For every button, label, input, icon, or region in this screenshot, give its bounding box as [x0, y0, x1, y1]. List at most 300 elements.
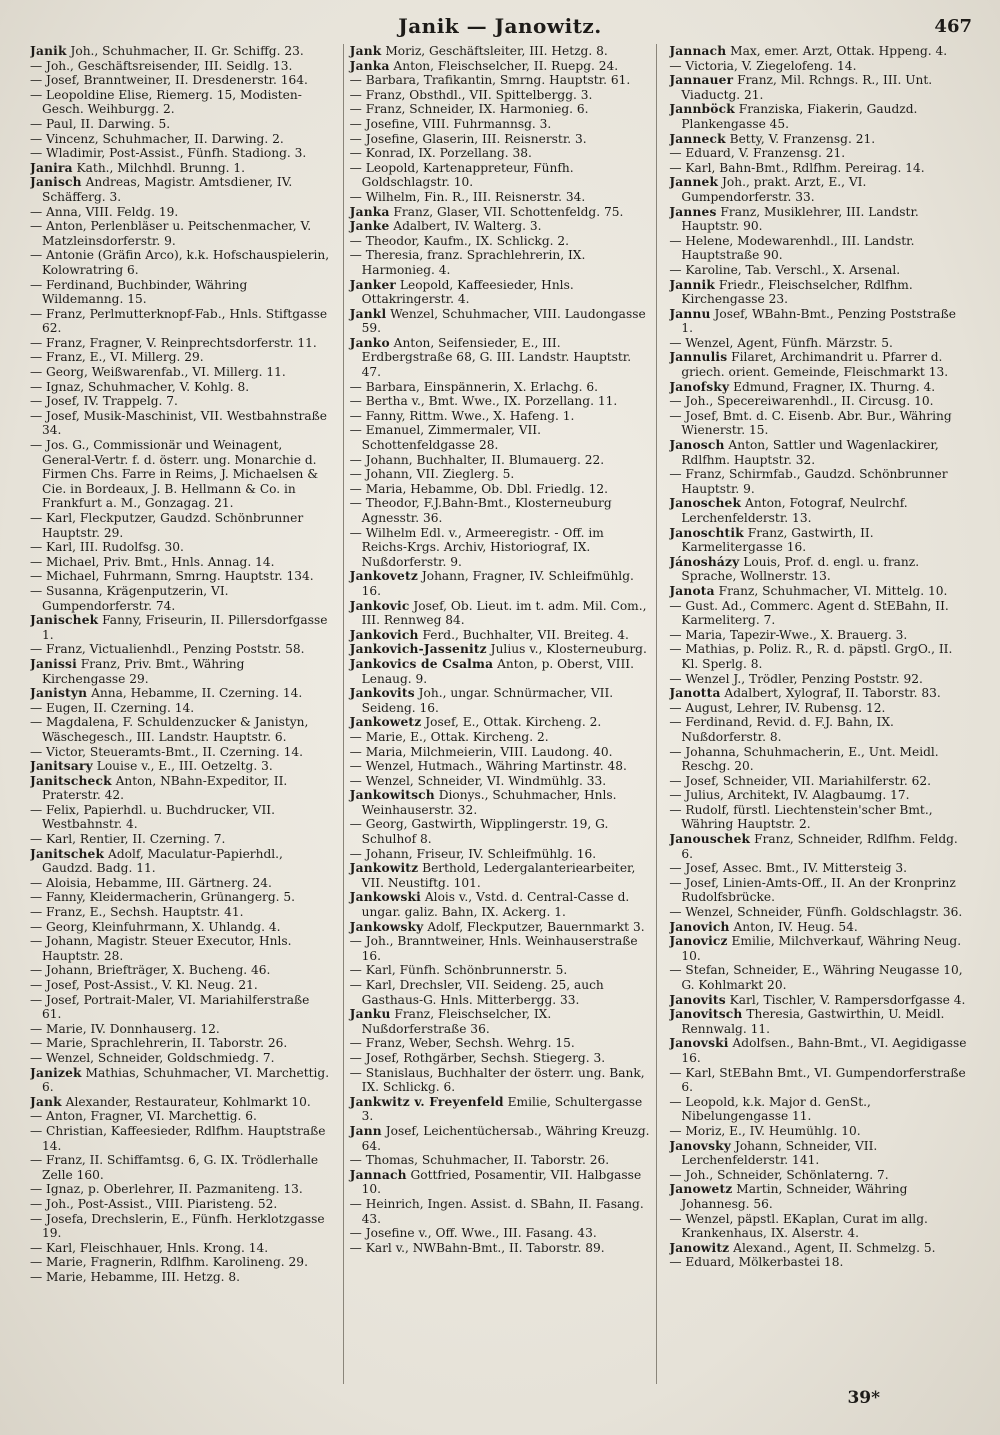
- directory-entry: [669, 876, 970, 905]
- entry-details: — August, Lehrer, IV. Rubensg. 12.: [669, 700, 886, 715]
- entry-details: Josef, E., Ottak. Kircheng. 2.: [421, 715, 602, 730]
- directory-entry: [669, 409, 970, 438]
- entry-details: Ferd., Buchhalter, VII. Breiteg. 4.: [418, 627, 629, 642]
- directory-entry: [350, 774, 651, 789]
- directory-entry: [669, 278, 970, 307]
- entry-details: Friedr., Fleischselcher, Rdlfhm. Kirchengasse 23.: [681, 277, 913, 307]
- directory-entry: [350, 890, 651, 919]
- entry-surname: Jannu: [669, 306, 711, 321]
- entry-details: — Josef, Post-Assist., V. Kl. Neug. 21.: [30, 978, 258, 992]
- entry-surname: Janker: [349, 277, 397, 292]
- entry-details: — Leopoldine Elise, Riemerg. 15, Modisten-Gesch. Weihburgg. 2.: [30, 87, 302, 117]
- directory-entry: [669, 963, 970, 992]
- directory-entry: [669, 1095, 970, 1124]
- directory-entry: [669, 380, 970, 395]
- entry-details: Max, emer. Arzt, Ottak. Hppeng. 4.: [726, 44, 948, 58]
- directory-entry: [350, 453, 651, 468]
- entry-details: — Maria, Hebamme, Ob. Dbl. Friedlg. 12.: [349, 481, 608, 496]
- directory-entry: [30, 715, 331, 744]
- entry-details: Karl, Tischler, V. Rampersdorfgasse 4.: [725, 992, 966, 1007]
- directory-entry: [350, 1095, 651, 1124]
- directory-entry: [669, 934, 970, 963]
- entry-details: Franz, Fleischselcher, IX. Nußdorferstraße 36.: [361, 1007, 552, 1036]
- entry-details: Emilie, Milchverkauf, Währing Neug. 10.: [681, 934, 962, 963]
- entry-details: — Josef, Schneider, VII. Mariahilferstr. 62.: [669, 773, 932, 788]
- entry-surname: Janitsary: [30, 759, 93, 774]
- entry-details: — Joh., Post-Assist., VIII. Piaristeng. 52.: [30, 1196, 278, 1211]
- entry-details: — Fanny, Rittm. Wwe., X. Hafeng. 1.: [349, 408, 575, 423]
- directory-entry: [350, 496, 651, 525]
- directory-entry: [669, 701, 970, 716]
- entry-details: Adalbert, IV. Walterg. 3.: [389, 219, 542, 234]
- entry-surname: Jann: [349, 1123, 382, 1138]
- entry-details: — Bertha v., Bmt. Wwe., IX. Porzellang. 11.: [349, 394, 618, 409]
- directory-entry: [669, 1168, 970, 1183]
- directory-entry: [669, 555, 970, 584]
- directory-entry: [350, 1226, 651, 1241]
- entry-details: — Josef, Branntweiner, II. Dresdenerstr. 164.: [30, 73, 308, 88]
- directory-entry: [350, 526, 651, 570]
- entry-details: — Wenzel, Agent, Fünfh. Märzstr. 5.: [669, 335, 893, 350]
- entry-details: Johann, Schneider, VII. Lerchenfelderstr. 141.: [681, 1138, 878, 1168]
- entry-details: — Karl, Drechsler, VII. Seideng. 25, auch Gasthaus-G. Hnls. Mitterbergg. 33.: [349, 978, 604, 1007]
- entry-surname: Janosch: [669, 438, 725, 453]
- entry-surname: Jannböck: [669, 102, 735, 117]
- directory-entry: [669, 774, 970, 789]
- entry-details: Anton, IV. Heug. 54.: [729, 919, 858, 934]
- entry-details: — Franz, Schirmfab., Gaudzd. Schönbrunner Hauptstr. 9.: [669, 467, 948, 496]
- entry-details: Adolf, Fleckputzer, Bauernmarkt 3.: [423, 919, 645, 934]
- directory-entry: [30, 1036, 331, 1051]
- entry-details: — Franz, Victualienhdl., Penzing Poststr. 58.: [30, 642, 305, 657]
- entry-details: — Josefine, VIII. Fuhrmannsg. 3.: [349, 116, 552, 131]
- directory-entry: [350, 219, 651, 234]
- directory-entry: [30, 59, 331, 74]
- entry-details: — Josef, Assec. Bmt., IV. Mittersteig 3.: [669, 861, 908, 876]
- directory-entry: [350, 599, 651, 628]
- entry-surname: Jannek: [669, 175, 719, 190]
- directory-entry: [350, 628, 651, 643]
- entry-surname: Jankovics de Csalma: [349, 656, 494, 671]
- directory-entry: [669, 803, 970, 832]
- entry-surname: Janisch: [30, 175, 82, 190]
- directory-entry: [669, 102, 970, 131]
- directory-entry: [30, 1241, 331, 1256]
- entry-details: Kath., Milchhdl. Brunng. 1.: [72, 160, 246, 175]
- entry-details: Joh., prakt. Arzt, E., VI. Gumpendorferstr. 33.: [681, 175, 867, 204]
- directory-entry: [30, 1212, 331, 1241]
- entry-details: — Jos. G., Commissionär und Weinagent, General-Vertr. f. d. österr. ung. Monarchie d. Firmen Chs. Farre in Reims, J. Michaelsen & Cie. in Bordeaux, J. B. Hellmann & Co. in Frankfurt a. M., Gonzagag. 21.: [30, 438, 319, 511]
- entry-details: Johann, Fragner, IV. Schleifmühlg. 16.: [361, 569, 634, 598]
- entry-surname: Jannulis: [669, 350, 728, 365]
- entry-details: — Christian, Kaffeesieder, Rdlfhm. Hauptstraße 14.: [30, 1123, 326, 1153]
- directory-entry: [30, 613, 331, 642]
- directory-entry: [669, 686, 970, 701]
- entry-details: Adolfsen., Bahn-Bmt., VI. Aegidigasse 16.: [681, 1036, 967, 1065]
- column-left: [30, 44, 331, 1384]
- entry-details: — Leopold, Kartenappreteur, Fünfh. Goldschlagstr. 10.: [349, 160, 574, 190]
- directory-entry: [350, 934, 651, 963]
- entry-details: — Gust. Ad., Commerc. Agent d. StEBahn, II. Karmeliterg. 7.: [669, 598, 949, 628]
- entry-surname: Janowetz: [669, 1182, 733, 1197]
- directory-entry: [669, 715, 970, 744]
- entry-details: Theresia, Gastwirthin, U. Meidl. Rennwalg. 11.: [681, 1007, 945, 1036]
- entry-details: Anton, Fleischselcher, II. Ruepg. 24.: [389, 58, 619, 73]
- entry-details: Josef, Ob. Lieut. im t. adm. Mil. Com., III. Rennweg 84.: [361, 598, 647, 628]
- entry-details: — Josefine, Glaserin, III. Reisnerstr. 3.: [349, 131, 587, 146]
- directory-entry: [30, 175, 331, 204]
- directory-entry: [669, 496, 970, 525]
- directory-entry: [30, 642, 331, 657]
- entry-details: — Josef, Rothgärber, Sechsh. Stiegerg. 3.: [349, 1050, 606, 1065]
- entry-surname: Janovits: [669, 992, 726, 1007]
- entry-surname: Jank: [30, 1094, 62, 1109]
- directory-entry: [30, 219, 331, 248]
- entry-details: — Antonie (Gräfin Arco), k.k. Hofschauspielerin, Kolowratring 6.: [30, 248, 330, 277]
- entry-details: — Felix, Papierhdl. u. Buchdrucker, VII. Westbahnstr. 4.: [30, 802, 275, 832]
- entry-details: Emilie, Schultergasse 3.: [361, 1094, 643, 1124]
- entry-details: — Marie, Sprachlehrerin, II. Taborstr. 26.: [30, 1036, 288, 1051]
- entry-details: — Ferdinand, Revid. d. F.J. Bahn, IX. Nußdorferstr. 8.: [669, 715, 894, 744]
- directory-entry: [30, 88, 331, 117]
- entry-surname: Janovski: [669, 1036, 729, 1051]
- entry-details: — Maria, Tapezir-Wwe., X. Brauerg. 3.: [669, 627, 908, 642]
- entry-details: — Ferdinand, Buchbinder, Währing Wildemanng. 15.: [30, 277, 248, 307]
- entry-surname: Jannach: [349, 1167, 407, 1182]
- directory-entry: [669, 745, 970, 774]
- entry-details: — Karl, Bahn-Bmt., Rdlfhm. Pereirag. 14.: [669, 160, 925, 175]
- directory-entry: [350, 59, 651, 74]
- entry-details: Franz, Schneider, Rdlfhm. Feldg. 6.: [681, 832, 958, 861]
- directory-entry: [30, 205, 331, 220]
- directory-entry: [350, 44, 651, 59]
- directory-entry: [350, 248, 651, 277]
- entry-details: — Wenzel, Schneider, Fünfh. Goldschlagstr. 36.: [669, 905, 963, 920]
- directory-entry: [350, 1066, 651, 1095]
- entry-details: Alexander, Restaurateur, Kohlmarkt 10.: [61, 1094, 311, 1109]
- directory-entry: [30, 832, 331, 847]
- directory-entry: [669, 861, 970, 876]
- directory-entry: [669, 905, 970, 920]
- running-title: Janik — Janowitz.: [398, 14, 602, 38]
- entry-surname: Janitscheck: [30, 773, 112, 788]
- column-right: [669, 44, 970, 1384]
- directory-entry: [669, 59, 970, 74]
- entry-details: — Franz, Weber, Sechsh. Wehrg. 15.: [349, 1036, 575, 1051]
- entry-details: — Anna, VIII. Feldg. 19.: [30, 204, 179, 219]
- entry-details: — Magdalena, F. Schuldenzucker & Janistyn, Wäschegesch., III. Landstr. Hauptstr. 6.: [30, 715, 309, 744]
- entry-details: Leopold, Kaffeesieder, Hnls. Ottakringerstr. 4.: [361, 277, 574, 307]
- directory-entry: [669, 1066, 970, 1095]
- directory-entry: [30, 1095, 331, 1110]
- entry-details: — Joh., Schneider, Schönlaterng. 7.: [669, 1167, 889, 1182]
- directory-entry: [350, 117, 651, 132]
- entry-details: — Josef, Linien-Amts-Off., II. An der Kronprinz Rudolfsbrücke.: [669, 875, 956, 905]
- entry-details: — Leopold, k.k. Major d. GenSt., Nibelungengasse 11.: [669, 1094, 871, 1124]
- directory-entry: [669, 438, 970, 467]
- directory-entry: [669, 161, 970, 176]
- directory-entry: [350, 394, 651, 409]
- directory-entry: [669, 146, 970, 161]
- directory-entry: [669, 307, 970, 336]
- entry-details: — Theresia, franz. Sprachlehrerin, IX. Harmonieg. 4.: [349, 248, 586, 277]
- entry-details: Franziska, Fiakerin, Gaudzd. Plankengasse 45.: [681, 102, 918, 131]
- directory-entry: [30, 394, 331, 409]
- entry-details: — Theodor, F.J.Bahn-Bmt., Klosterneuburg Agnesstr. 36.: [349, 496, 612, 525]
- directory-entry: [669, 263, 970, 278]
- entry-details: — Georg, Weißwarenfab., VI. Millerg. 11.: [30, 365, 286, 380]
- directory-entry: [350, 759, 651, 774]
- entry-details: Dionys., Schuhmacher, Hnls. Weinhauserstr. 32.: [361, 788, 617, 817]
- entry-details: Anton, Seifensieder, E., III. Erdbergstraße 68, G. III. Landstr. Hauptstr. 47.: [361, 335, 632, 380]
- directory-entry: [30, 1270, 331, 1285]
- entry-surname: Janovitsch: [669, 1007, 743, 1022]
- directory-entry: [669, 350, 970, 379]
- directory-entry: [669, 1241, 970, 1256]
- entry-details: Edmund, Fragner, IX. Thurng. 4.: [729, 379, 936, 394]
- entry-surname: Janku: [349, 1007, 391, 1022]
- entry-surname: Janke: [349, 219, 390, 234]
- entry-details: — Karl, III. Rudolfsg. 30.: [30, 540, 184, 555]
- entry-details: — Josef, Bmt. d. C. Eisenb. Abr. Bur., Währing Wienerstr. 15.: [669, 408, 952, 438]
- entry-surname: Janira: [30, 160, 73, 175]
- entry-details: — Victor, Steueramts-Bmt., II. Czerning. 14.: [30, 744, 304, 759]
- entry-details: — Theodor, Kaufm., IX. Schlickg. 2.: [349, 233, 569, 248]
- directory-entry: [350, 409, 651, 424]
- entry-surname: Jankl: [349, 306, 387, 321]
- directory-entry: [350, 569, 651, 598]
- entry-details: Berthold, Ledergalanteriearbeiter, VII. Neustiftg. 101.: [361, 861, 636, 890]
- entry-surname: Jannach: [669, 44, 727, 58]
- directory-entry: [350, 978, 651, 1007]
- entry-details: Alois v., Vstd. d. Central-Casse d. ungar. galiz. Bahn, IX. Ackerg. 1.: [361, 890, 630, 920]
- entry-details: Martin, Schneider, Währing Johannesg. 56.: [681, 1182, 908, 1211]
- directory-entry: [350, 73, 651, 88]
- entry-surname: Jankowsky: [349, 919, 424, 934]
- entry-details: — Stefan, Schneider, E., Währing Neugasse 10, G. Kohlmarkt 20.: [669, 963, 963, 992]
- entry-details: — Wladimir, Post-Assist., Fünfh. Stadiong. 3.: [30, 146, 307, 161]
- directory-entry: [350, 847, 651, 862]
- entry-details: — Helene, Modewarenhdl., III. Landstr. Hauptstraße 90.: [669, 233, 915, 263]
- entry-details: — Barbara, Einspännerin, X. Erlachg. 6.: [349, 379, 599, 394]
- entry-details: Louise v., E., III. Oetzeltg. 3.: [92, 759, 273, 774]
- entry-surname: Janowitz: [669, 1240, 730, 1255]
- directory-entry: [669, 628, 970, 643]
- entry-details: — Thomas, Schuhmacher, II. Taborstr. 26.: [349, 1153, 610, 1168]
- entry-surname: Janko: [349, 335, 390, 350]
- directory-entry: [30, 1153, 331, 1182]
- entry-details: — Anton, Fragner, VI. Marchettig. 6.: [30, 1109, 257, 1124]
- directory-entry: [30, 905, 331, 920]
- entry-details: — Wilhelm Edl. v., Armeeregistr. - Off. im Reichs-Krgs. Archiv, Historiograf, IX. Nußdorferstr. 9.: [349, 525, 604, 569]
- entry-surname: Jankovic: [349, 598, 410, 613]
- entry-details: — Johann, Buchhalter, II. Blumauerg. 22.: [349, 452, 605, 467]
- directory-entry: [669, 234, 970, 263]
- entry-surname: Jankowitsch: [349, 788, 435, 803]
- directory-entry: [669, 1007, 970, 1036]
- directory-entry: [669, 1212, 970, 1241]
- directory-entry: [350, 161, 651, 190]
- entry-details: Anton, p. Oberst, VIII. Lenaug. 9.: [361, 656, 634, 686]
- entry-details: — Wenzel J., Trödler, Penzing Poststr. 92.: [669, 671, 923, 686]
- entry-surname: Janovich: [669, 919, 730, 934]
- directory-entry: [350, 817, 651, 846]
- entry-details: — Johann, VII. Zieglerg. 5.: [349, 467, 515, 482]
- entry-details: Fanny, Friseurin, II. Pillersdorfgasse 1.: [42, 613, 328, 642]
- entry-surname: Janischek: [30, 613, 99, 628]
- directory-entry: [350, 307, 651, 336]
- directory-entry: [350, 730, 651, 745]
- entry-details: Josef, Leichentüchersab., Währing Kreuzg. 64.: [361, 1123, 650, 1153]
- entry-details: — Franz, E., Sechsh. Hauptstr. 41.: [30, 905, 244, 920]
- entry-surname: Jannik: [669, 277, 716, 292]
- entry-details: — Aloisia, Hebamme, III. Gärtnerg. 24.: [30, 875, 272, 890]
- entry-details: — Moriz, E., IV. Heumühlg. 10.: [669, 1123, 861, 1138]
- directory-entry: [669, 920, 970, 935]
- column-middle: [343, 44, 658, 1384]
- directory-entry: [350, 88, 651, 103]
- directory-entry: [669, 1255, 970, 1270]
- directory-entry: [30, 409, 331, 438]
- entry-details: — Maria, Milchmeierin, VIII. Laudong. 40.: [349, 744, 613, 759]
- directory-entry: [30, 44, 331, 59]
- entry-surname: Jankovetz: [349, 569, 418, 584]
- directory-entry: [669, 132, 970, 147]
- directory-entry: [350, 920, 651, 935]
- directory-entry: [669, 788, 970, 803]
- entry-details: Louis, Prof. d. engl. u. franz. Sprache, Wollnerstr. 13.: [681, 554, 920, 584]
- directory-entry: [30, 774, 331, 803]
- directory-entry: [30, 540, 331, 555]
- directory-entry: [30, 380, 331, 395]
- entry-details: Andreas, Magistr. Amtsdiener, IV. Schäfferg. 3.: [42, 175, 293, 204]
- directory-entry: [30, 307, 331, 336]
- entry-details: Franz, Glaser, VII. Schottenfeldg. 75.: [389, 204, 624, 219]
- directory-entry: [350, 278, 651, 307]
- entry-details: Anton, Fotograf, Neulrchf. Lerchenfelderstr. 13.: [681, 496, 908, 525]
- directory-entry: [669, 526, 970, 555]
- directory-entry: [350, 190, 651, 205]
- directory-entry: [350, 657, 651, 686]
- entry-surname: Jankwitz v. Freyenfeld: [349, 1094, 504, 1109]
- entry-details: Franz, Mil. Rchngs. R., III. Unt. Viaductg. 21.: [681, 73, 933, 102]
- directory-entry: [30, 248, 331, 277]
- directory-entry: [669, 73, 970, 102]
- directory-entry: [669, 175, 970, 204]
- directory-entry: [350, 380, 651, 395]
- entry-surname: Janovsky: [669, 1138, 732, 1153]
- directory-entry: [350, 467, 651, 482]
- directory-entry: [669, 1036, 970, 1065]
- entry-details: — Josefa, Drechslerin, E., Fünfh. Herklotzgasse 19.: [30, 1211, 325, 1241]
- entry-details: — Karoline, Tab. Verschl., X. Arsenal.: [669, 262, 901, 277]
- entry-surname: Jankowetz: [349, 715, 422, 730]
- entry-details: Franz, Schuhmacher, VI. Mittelg. 10.: [714, 583, 948, 598]
- directory-entry: [30, 745, 331, 760]
- entry-details: — Stanislaus, Buchhalter der österr. ung. Bank, IX. Schlickg. 6.: [349, 1065, 645, 1095]
- entry-surname: Janissi: [30, 656, 77, 671]
- directory-entry: [30, 1182, 331, 1197]
- entry-details: — Franz, Obsthdl., VII. Spittelbergg. 3.: [349, 87, 593, 102]
- entry-details: Josef, WBahn-Bmt., Penzing Poststraße 1.: [681, 306, 956, 336]
- entry-details: Moriz, Geschäftsleiter, III. Hetzg. 8.: [381, 44, 608, 58]
- entry-details: — Franz, Schneider, IX. Harmonieg. 6.: [349, 102, 589, 117]
- directory-entry: [30, 555, 331, 570]
- entry-details: Adalbert, Xylograf, II. Taborstr. 83.: [720, 686, 941, 701]
- entry-details: — Joh., Branntweiner, Hnls. Weinhauserstraße 16.: [349, 934, 638, 963]
- entry-details: — Eduard, V. Franzensg. 21.: [669, 146, 846, 161]
- directory-entry: [30, 686, 331, 701]
- entry-details: — Fanny, Kleidermacherin, Grünangerg. 5.: [30, 890, 296, 905]
- directory-entry: [30, 847, 331, 876]
- entry-details: — Wenzel, Schneider, Goldschmiedg. 7.: [30, 1050, 275, 1065]
- directory-entry: [30, 876, 331, 891]
- directory-entry: [350, 963, 651, 978]
- entry-details: — Julius, Architekt, IV. Alagbaumg. 17.: [669, 788, 910, 803]
- entry-details: — Barbara, Trafikantin, Smrng. Hauptstr. 61.: [349, 73, 631, 88]
- directory-entry: [30, 161, 331, 176]
- directory-entry: [669, 336, 970, 351]
- entry-surname: Janistyn: [30, 686, 88, 701]
- directory-entry: [350, 642, 651, 657]
- entry-surname: Janka: [349, 204, 390, 219]
- entry-surname: Janovicz: [669, 934, 728, 949]
- entry-details: — Karl, Rentier, II. Czerning. 7.: [30, 832, 226, 847]
- directory-entry: [669, 1182, 970, 1211]
- entry-details: — Marie, Hebamme, III. Hetzg. 8.: [30, 1269, 241, 1284]
- directory-entry: [30, 278, 331, 307]
- directory-entry: [30, 1022, 331, 1037]
- entry-details: Alexand., Agent, II. Schmelzg. 5.: [729, 1240, 936, 1255]
- entry-details: — Johann, Friseur, IV. Schleifmühlg. 16.: [349, 846, 597, 861]
- entry-surname: Janoschtik: [669, 525, 744, 540]
- signature-mark: 39*: [847, 1388, 880, 1408]
- entry-details: — Josefine v., Off. Wwe., III. Fasang. 43.: [349, 1226, 597, 1241]
- entry-details: — Konrad, IX. Porzellang. 38.: [349, 146, 532, 161]
- entry-details: — Karl, Fleckputzer, Gaudzd. Schönbrunner Hauptstr. 29.: [30, 511, 304, 540]
- entry-details: Julius v., Klosterneuburg.: [486, 642, 647, 657]
- directory-entry: [350, 715, 651, 730]
- directory-entry: [669, 599, 970, 628]
- entry-details: — Eduard, Mölkerbastei 18.: [669, 1255, 844, 1270]
- directory-entry: [350, 1051, 651, 1066]
- directory-columns: [30, 44, 970, 1384]
- directory-entry: [350, 745, 651, 760]
- directory-entry: [669, 394, 970, 409]
- directory-entry: [30, 132, 331, 147]
- directory-entry: [30, 584, 331, 613]
- entry-details: Joh., Schuhmacher, II. Gr. Schiffg. 23.: [66, 44, 304, 58]
- directory-entry: [30, 511, 331, 540]
- entry-details: — Marie, IV. Donnhauserg. 12.: [30, 1021, 220, 1036]
- entry-details: — Johanna, Schuhmacherin, E., Unt. Meidl. Reschg. 20.: [669, 744, 939, 774]
- entry-details: — Karl, Fleischhauer, Hnls. Krong. 14.: [30, 1240, 269, 1255]
- entry-details: — Josef, Musik-Maschinist, VII. Westbahnstraße 34.: [30, 408, 328, 438]
- directory-entry: [350, 1197, 651, 1226]
- directory-entry: [350, 861, 651, 890]
- entry-details: — Marie, E., Ottak. Kircheng. 2.: [349, 729, 549, 744]
- entry-details: — Vincenz, Schuhmacher, II. Darwing. 2.: [30, 131, 284, 146]
- entry-surname: Janofsky: [669, 379, 730, 394]
- directory-entry: [350, 132, 651, 147]
- entry-details: — Georg, Kleinfuhrmann, X. Uhlandg. 4.: [30, 919, 281, 934]
- entry-details: Joh., ungar. Schnürmacher, VII. Seideng. 16.: [361, 686, 614, 715]
- directory-entry: [669, 993, 970, 1008]
- directory-entry: [30, 890, 331, 905]
- entry-details: — Franz, E., VI. Millerg. 29.: [30, 350, 204, 365]
- directory-entry: [350, 423, 651, 452]
- entry-details: — Heinrich, Ingen. Assist. d. SBahn, II. Fasang. 43.: [349, 1196, 644, 1226]
